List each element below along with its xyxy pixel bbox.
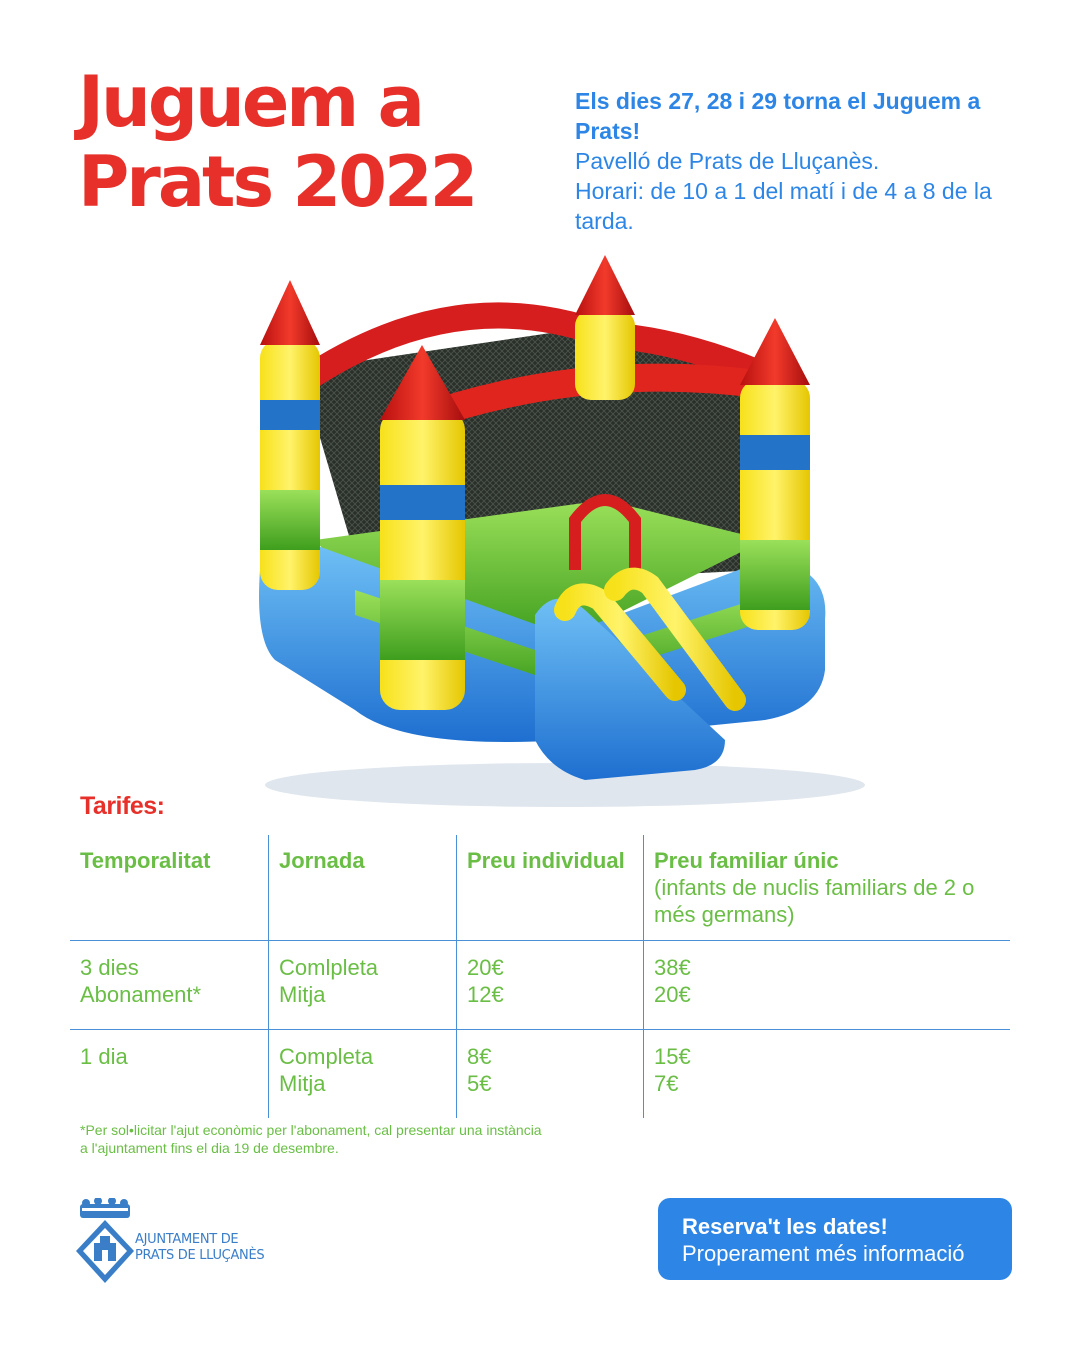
cell-jornada	[269, 941, 457, 1030]
cell-line: 38€	[654, 955, 691, 980]
footnote-line: a l'ajuntament fins el dia 19 de desembre.	[80, 1140, 339, 1156]
header-temporalitat: Temporalitat	[80, 848, 211, 873]
event-location: Pavelló de Prats de Lluçanès.	[575, 148, 880, 174]
cell-line: Mitja	[279, 1071, 326, 1096]
cell-temporalitat	[70, 1030, 269, 1119]
event-info	[575, 86, 1015, 236]
header-preu-familiar-title: Preu familiar únic	[654, 848, 839, 873]
cell-preu-familiar	[644, 1030, 1011, 1119]
event-schedule: Horari: de 10 a 1 del matí i de 4 a 8 de la tarda.	[575, 178, 992, 234]
cta-subtitle: Properament més informació	[682, 1241, 965, 1266]
logo-line: AJUNTAMENT DE	[135, 1232, 239, 1247]
cell-line: 7€	[654, 1071, 679, 1096]
header-preu-individual: Preu individual	[457, 835, 644, 941]
logo-line: PRATS DE LLUÇANÈS	[135, 1248, 265, 1263]
bouncy-castle-image	[205, 240, 885, 820]
cell-preu-familiar	[644, 941, 1011, 1030]
cell-line: 5€	[467, 1071, 492, 1096]
cta-title: Reserva't les dates!	[682, 1214, 888, 1239]
header-jornada: Jornada	[269, 835, 457, 941]
cell-preu-individual	[457, 1030, 644, 1119]
cell-preu-individual	[457, 941, 644, 1030]
cell-line: 12€	[467, 982, 504, 1007]
table-row	[70, 1030, 1010, 1119]
page-title: Juguem a Prats 2022	[78, 61, 476, 223]
price-table	[70, 835, 1010, 1118]
header-preu-familiar-note: (infants de nuclis familiars de 2 o més germans)	[654, 875, 975, 927]
cell-line: 3 dies	[80, 955, 139, 980]
cell-line: 8€	[467, 1044, 492, 1069]
cell-jornada	[269, 1030, 457, 1119]
footnote	[80, 1121, 640, 1157]
table-row	[70, 941, 1010, 1030]
town-logo-text	[135, 1232, 264, 1264]
table-header-row	[70, 835, 1010, 941]
cell-line: 20€	[467, 955, 504, 980]
header-preu-familiar	[644, 835, 1011, 941]
tarifes-heading: Tarifes:	[80, 792, 165, 820]
cell-line: Mitja	[279, 982, 326, 1007]
cell-temporalitat	[70, 941, 269, 1030]
cell-line: Abonament*	[80, 982, 202, 1007]
cell-line: Comlpleta	[279, 955, 379, 980]
event-lead: Els dies 27, 28 i 29 torna el Juguem a Prats!	[575, 88, 981, 144]
reserve-dates-button[interactable]	[658, 1198, 1012, 1280]
cell-line: 1 dia	[80, 1044, 128, 1069]
cell-line: Completa	[279, 1044, 374, 1069]
cell-line: 20€	[654, 982, 691, 1007]
cell-line: 15€	[654, 1044, 691, 1069]
footnote-line: *Per sol•licitar l'ajut econòmic per l'abonament, cal presentar una instància	[80, 1122, 542, 1138]
